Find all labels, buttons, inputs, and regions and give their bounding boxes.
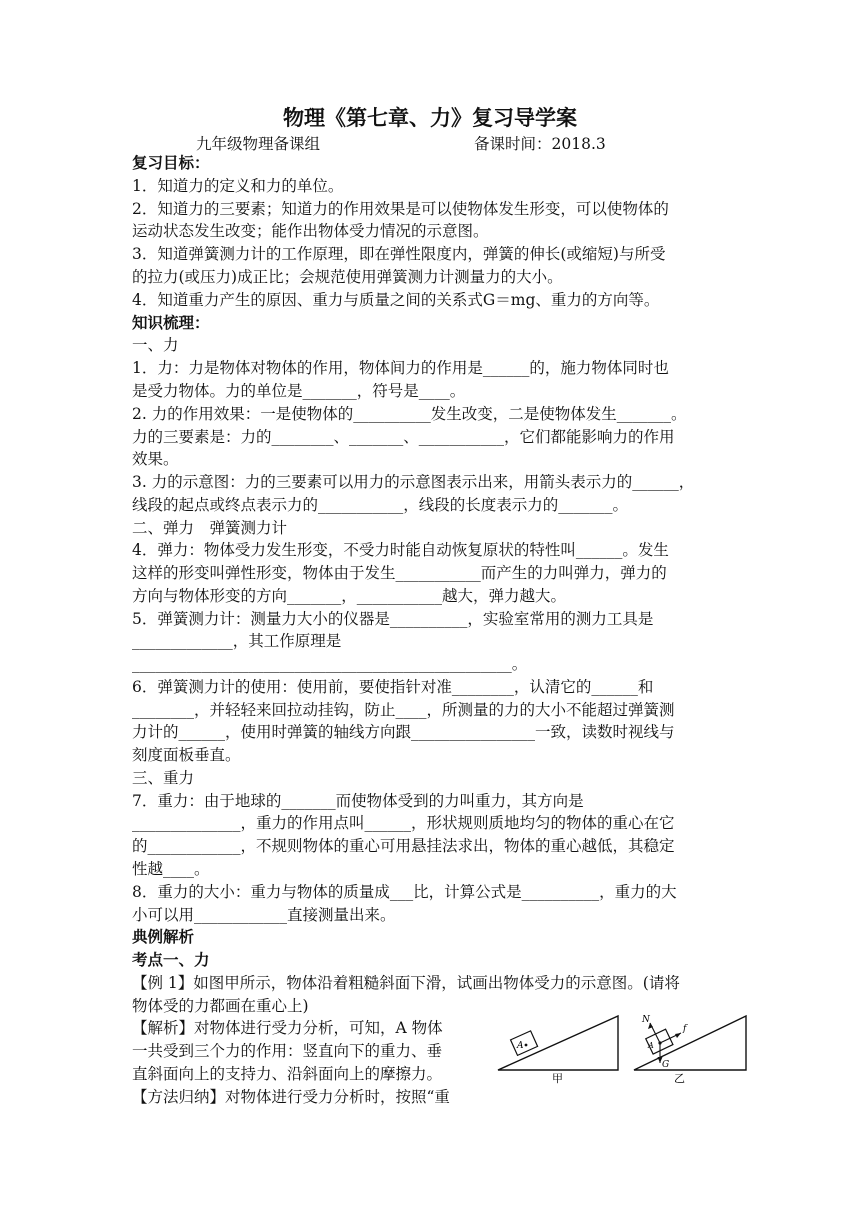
text-line: 4．弹力：物体受力发生形变，不受力时能自动恢复原状的特性叫______。发生 [132,541,669,559]
text-line: 1．力：力是物体对物体的作用，物体间力的作用是______的，施力物体同时也 [132,359,669,377]
text-line: 的拉力(或压力)成正比；会规范使用弹簧测力计测量力的大小。 [132,268,563,286]
label-g: G [662,1060,670,1070]
text-line: 【解析】对物体进行受力分析，可知，A 物体 [132,1019,443,1037]
text-line: 1．知道力的定义和力的单位。 [132,177,344,195]
text-line: 小可以用____________直接测量出来。 [132,906,396,924]
author-group: 九年级物理备课组 [196,135,321,153]
text-line: 这样的形变叫弹性形变，物体由于发生___________而产生的力叫弹力，弹力的 [132,564,667,582]
text-line: 8．重力的大小：重力与物体的质量成___比，计算公式是__________，重力的大 [132,883,677,901]
section-heading: 考点一、力 [132,951,210,969]
text-line: 6．弹簧测力计的使用：使用前，要使指针对准________，认清它的______和 [132,678,654,696]
text-line: _____________，其工作原理是 [132,632,342,650]
page-title: 物理《第七章、力》复习导学案 [283,106,577,130]
text-line: 性越____。 [132,860,210,878]
text-line: 的____________，不规则物体的重心可用悬挂法求出，物体的重心越低，其稳定 [132,837,675,855]
text-line: 线段的起点或终点表示力的___________，线段的长度表示力的_______。 [132,496,629,514]
text-line: ______________，重力的作用点叫______，形状规则质地均匀的物体的重心在它 [132,814,675,832]
incline-figure-a [492,1008,624,1086]
figure-caption-right: 乙 [674,1072,685,1085]
text-line: 【例 1】如图甲所示，物体沿着粗糙斜面下滑，试画出物体受力的示意图。(请将 [132,974,680,992]
text-line: 二、弹力 弹簧测力计 [132,519,288,537]
text-line: 是受力物体。力的单位是_______，符号是____。 [132,382,466,400]
block-label: A [517,1041,524,1051]
section-heading: 复习目标： [132,154,210,172]
text-line: 三、重力 [132,769,195,787]
text-line: 7．重力：由于地球的_______而使物体受到的力叫重力，其方向是 [132,792,584,810]
text-line: 直斜面向上的支持力、沿斜面向上的摩擦力。 [132,1065,443,1083]
text-line: ________，并轻轻来回拉动挂钩，防止____，所测量的力的大小不能超过弹簧测 [132,701,675,719]
text-line: 3. 力的示意图：力的三要素可以用力的示意图表示出来，用箭头表示力的______， [132,473,695,491]
text-line: 效果。 [132,450,179,468]
text-line: 刻度面板垂直。 [132,746,241,764]
text-line: _________________________________________________。 [132,655,528,673]
arrowhead-icon [675,1033,681,1038]
text-line: 4．知道重力产生的原因、重力与质量之间的关系式G＝mg、重力的方向等。 [132,291,660,309]
text-line: 力计的______，使用时弹簧的轴线方向跟________________一致，读数时视线与 [132,723,675,741]
label-n: N [642,1015,650,1025]
text-line: 力的三要素是：力的________、_______、___________，它们都能影响力的作用 [132,428,675,446]
section-heading: 知识梳理： [132,314,210,332]
text-line: 物体受的力都画在重心上) [132,997,309,1015]
incline-figure-b [628,1008,752,1086]
text-line: 5．弹簧测力计：测量力大小的仪器是__________，实验室常用的测力工具是 [132,610,654,628]
text-line: 方向与物体形变的方向_______，___________越大，弹力越大。 [132,587,567,605]
text-line: 3．知道弹簧测力计的工作原理，即在弹性限度内，弹簧的伸长(或缩短)与所受 [132,245,666,263]
text-line: 运动状态发生改变；能作出物体受力情况的示意图。 [132,222,489,240]
section-heading: 典例解析 [132,928,195,946]
text-line: 2. 力的作用效果：一是使物体的__________发生改变，二是使物体发生_______。 [132,405,687,423]
text-line: 一、力 [132,336,179,354]
block-a [511,1031,538,1056]
prep-time: 备课时间：2018.3 [474,135,606,153]
block-label: A [648,1041,654,1050]
text-line: 2．知道力的三要素；知道力的作用效果是可以使物体发生形变，可以使物体的 [132,200,669,218]
center-of-gravity [525,1044,528,1047]
figure-caption-left: 甲 [552,1072,563,1085]
text-line: 一共受到三个力的作用：竖直向下的重力、垂 [132,1042,443,1060]
text-line: 【方法归纳】对物体进行受力分析时，按照“重 [132,1088,450,1106]
label-f: f [683,1024,687,1034]
